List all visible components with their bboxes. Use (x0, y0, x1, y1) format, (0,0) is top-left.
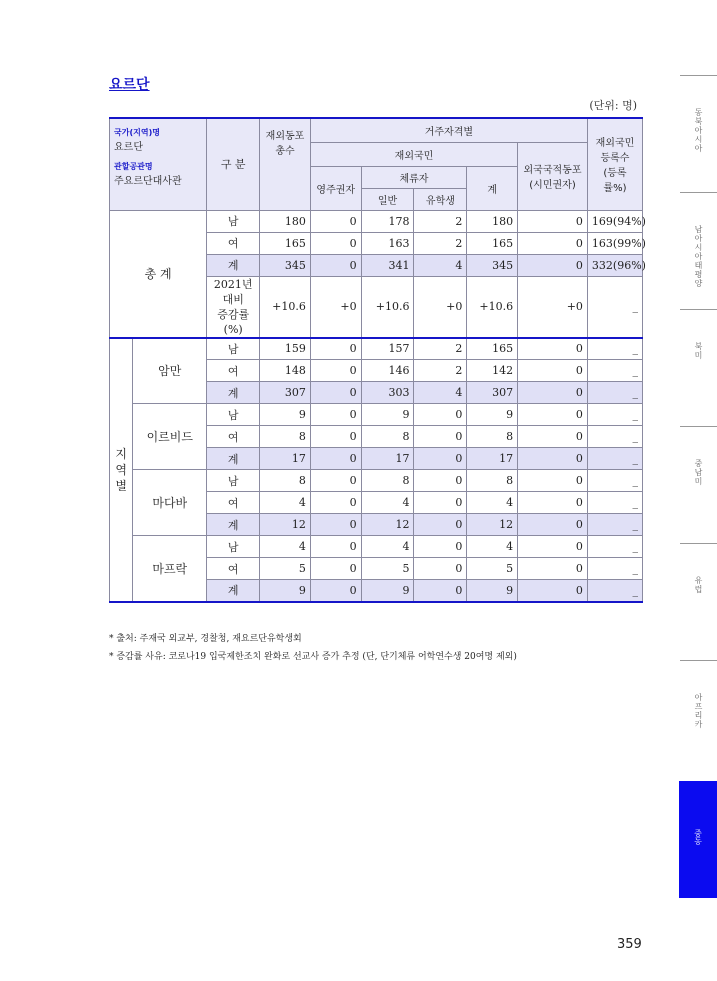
table-cell: _ (587, 580, 642, 602)
table-cell: _ (587, 404, 642, 426)
table-cell: 0 (310, 536, 361, 558)
table-cell: 0 (518, 210, 588, 232)
table-cell: 2 (414, 210, 467, 232)
table-cell: 148 (260, 360, 311, 382)
population-table (109, 117, 646, 603)
header-foreign-citizens: 외국국적동포 (시민권자) (518, 142, 588, 210)
table-cell: 165 (260, 232, 311, 254)
table-cell: 2 (414, 360, 467, 382)
table-cell: 345 (467, 254, 518, 276)
table-cell: _ (587, 360, 642, 382)
table-cell: 0 (518, 382, 588, 404)
table-row (110, 210, 643, 232)
sidebar-item-africa[interactable]: 아프리카 (680, 660, 717, 778)
table-cell: 165 (467, 232, 518, 254)
table-cell: 2 (414, 232, 467, 254)
footnotes (109, 630, 517, 666)
table-cell: 9 (467, 404, 518, 426)
table-cell: 4 (361, 492, 414, 514)
country-label: 국가(지역)명 (114, 128, 160, 137)
table-cell: _ (587, 448, 642, 470)
row-subcategory: 계 (207, 514, 260, 536)
table-row (110, 404, 643, 426)
row-subcategory: 계 (207, 448, 260, 470)
table-cell: 142 (467, 360, 518, 382)
table-cell: 0 (310, 558, 361, 580)
table-cell: 17 (361, 448, 414, 470)
unit-label: (단위: 명) (589, 99, 637, 112)
table-cell: 0 (414, 426, 467, 448)
table-cell: 180 (260, 210, 311, 232)
header-residence: 거주자격별 (310, 118, 587, 142)
table-cell: _ (587, 338, 642, 360)
table-cell: 0 (310, 404, 361, 426)
mission-value: 주요르단대사관 (114, 176, 182, 187)
table-cell: _ (587, 514, 642, 536)
table-cell: 307 (467, 382, 518, 404)
footnote-source: * 출처: 주재국 외교부, 경찰청, 재요르단유학생회 (109, 634, 302, 644)
table-cell: 17 (467, 448, 518, 470)
table-cell: 0 (310, 426, 361, 448)
table-cell: 180 (467, 210, 518, 232)
row-subcategory: 계 (207, 382, 260, 404)
sidebar-item-northeast-asia[interactable]: 동북아시아 (680, 75, 717, 193)
table-cell: 0 (310, 360, 361, 382)
table-cell: 0 (518, 580, 588, 602)
table-cell: 0 (310, 232, 361, 254)
table-cell: 0 (518, 338, 588, 360)
row-subcategory: 계 (207, 254, 260, 276)
table-cell: 0 (414, 580, 467, 602)
sidebar-item-middle-east[interactable]: 중동 (679, 781, 717, 898)
table-cell: 0 (518, 254, 588, 276)
table-cell: 0 (414, 558, 467, 580)
table-cell: 4 (467, 536, 518, 558)
table-cell: 8 (260, 470, 311, 492)
region-name: 마프락 (133, 536, 207, 602)
table-cell: 157 (361, 338, 414, 360)
footnote-reason: * 증감률 사유: 코로나19 입국제한조치 완화로 선교사 증가 추정 (단, 단기체류 어학연수생 20여명 제외) (109, 652, 517, 662)
table-cell: 8 (260, 426, 311, 448)
table-row (110, 338, 643, 360)
table-cell: 5 (361, 558, 414, 580)
header-student: 유학생 (414, 188, 467, 210)
table-cell: 0 (310, 492, 361, 514)
table-cell: 159 (260, 338, 311, 360)
table-row (110, 536, 643, 558)
table-cell: 0 (518, 492, 588, 514)
row-subcategory: 남 (207, 470, 260, 492)
table-cell: 163(99%) (587, 232, 642, 254)
sidebar-item-latin-america[interactable]: 중남미 (680, 426, 717, 544)
table-cell: 169(94%) (587, 210, 642, 232)
table-cell: _ (587, 536, 642, 558)
header-korean-nationals: 재외국민 (310, 142, 517, 166)
header-country-cell (110, 118, 207, 210)
mission-label: 관할공관명 (114, 162, 153, 171)
table-cell: +10.6 (260, 276, 311, 338)
table-cell: 0 (310, 514, 361, 536)
table-cell: 4 (361, 536, 414, 558)
table-cell: 8 (467, 426, 518, 448)
region-name: 마다바 (133, 470, 207, 536)
table-cell: 0 (414, 536, 467, 558)
row-subcategory: 2021년대비 증감률(%) (207, 276, 260, 338)
table-cell: 9 (467, 580, 518, 602)
table-cell: 2 (414, 338, 467, 360)
row-subcategory: 여 (207, 558, 260, 580)
table-cell: _ (587, 470, 642, 492)
table-cell: +0 (414, 276, 467, 338)
row-subcategory: 남 (207, 338, 260, 360)
table-cell: 345 (260, 254, 311, 276)
table-cell: 4 (467, 492, 518, 514)
table-cell: 12 (260, 514, 311, 536)
table-cell: 0 (518, 404, 588, 426)
row-subcategory: 남 (207, 210, 260, 232)
table-cell: 0 (518, 470, 588, 492)
table-cell: +10.6 (467, 276, 518, 338)
total-group-label: 총 계 (110, 210, 207, 338)
table-cell: 0 (414, 514, 467, 536)
table-cell: 12 (361, 514, 414, 536)
table-cell: 0 (518, 360, 588, 382)
table-cell: 0 (310, 470, 361, 492)
table-cell: 0 (518, 514, 588, 536)
header-gubun: 구 분 (207, 118, 260, 210)
row-subcategory: 남 (207, 404, 260, 426)
header-permanent: 영주권자 (310, 166, 361, 210)
page-title: 요르단 (109, 77, 150, 93)
table-row (110, 470, 643, 492)
table-cell: 178 (361, 210, 414, 232)
table-cell: 0 (310, 382, 361, 404)
table-cell: +0 (518, 276, 588, 338)
table-cell: 4 (260, 492, 311, 514)
region-group-label: 지 역 별 (110, 338, 133, 602)
table-cell: _ (587, 492, 642, 514)
row-subcategory: 계 (207, 580, 260, 602)
table-cell: 163 (361, 232, 414, 254)
table-cell: 4 (414, 382, 467, 404)
table-cell: 8 (361, 426, 414, 448)
table-cell: 0 (414, 448, 467, 470)
table-cell: 307 (260, 382, 311, 404)
table-cell: 0 (310, 338, 361, 360)
table-cell: 8 (467, 470, 518, 492)
row-subcategory: 여 (207, 232, 260, 254)
table-cell: 4 (260, 536, 311, 558)
country-value: 요르단 (114, 142, 143, 153)
table-cell: 5 (260, 558, 311, 580)
table-cell: 0 (518, 232, 588, 254)
table-cell: 341 (361, 254, 414, 276)
table-cell: 0 (518, 536, 588, 558)
table-cell: 0 (414, 492, 467, 514)
table-cell: 9 (260, 580, 311, 602)
table-cell: +10.6 (361, 276, 414, 338)
table-cell: +0 (310, 276, 361, 338)
sidebar-item-north-america[interactable]: 북미 (680, 309, 717, 427)
table-cell: 9 (260, 404, 311, 426)
header-subtotal: 계 (467, 166, 518, 210)
table-cell: 0 (310, 210, 361, 232)
table-cell: 12 (467, 514, 518, 536)
table-cell: 146 (361, 360, 414, 382)
header-total-overseas: 재외동포 총수 (260, 118, 311, 210)
table-cell: 4 (414, 254, 467, 276)
table-cell: 0 (310, 448, 361, 470)
header-sojourner: 체류자 (361, 166, 467, 188)
table-cell: 0 (414, 404, 467, 426)
region-name: 이르비드 (133, 404, 207, 470)
table-cell: 165 (467, 338, 518, 360)
region-name: 암만 (133, 338, 207, 404)
table-cell: _ (587, 276, 642, 338)
row-subcategory: 여 (207, 426, 260, 448)
table-cell: 9 (361, 404, 414, 426)
table-cell: 303 (361, 382, 414, 404)
table-cell: _ (587, 558, 642, 580)
table-cell: 0 (310, 580, 361, 602)
row-subcategory: 여 (207, 492, 260, 514)
header-registered: 재외국민 등록수 (등록률%) (587, 118, 642, 210)
table-cell: 17 (260, 448, 311, 470)
sidebar-item-south-asia-pacific[interactable]: 남아시아태평양 (680, 192, 717, 310)
table-cell: 0 (518, 426, 588, 448)
table-cell: _ (587, 426, 642, 448)
table-cell: 8 (361, 470, 414, 492)
page-number: 359 (617, 937, 642, 952)
table-cell: _ (587, 382, 642, 404)
table-cell: 0 (310, 254, 361, 276)
table-cell: 0 (414, 470, 467, 492)
sidebar-item-europe[interactable]: 유럽 (680, 543, 717, 661)
row-subcategory: 여 (207, 360, 260, 382)
header-general: 일반 (361, 188, 414, 210)
row-subcategory: 남 (207, 536, 260, 558)
table-cell: 5 (467, 558, 518, 580)
table-cell: 9 (361, 580, 414, 602)
table-cell: 332(96%) (587, 254, 642, 276)
table-cell: 0 (518, 558, 588, 580)
table-cell: 0 (518, 448, 588, 470)
